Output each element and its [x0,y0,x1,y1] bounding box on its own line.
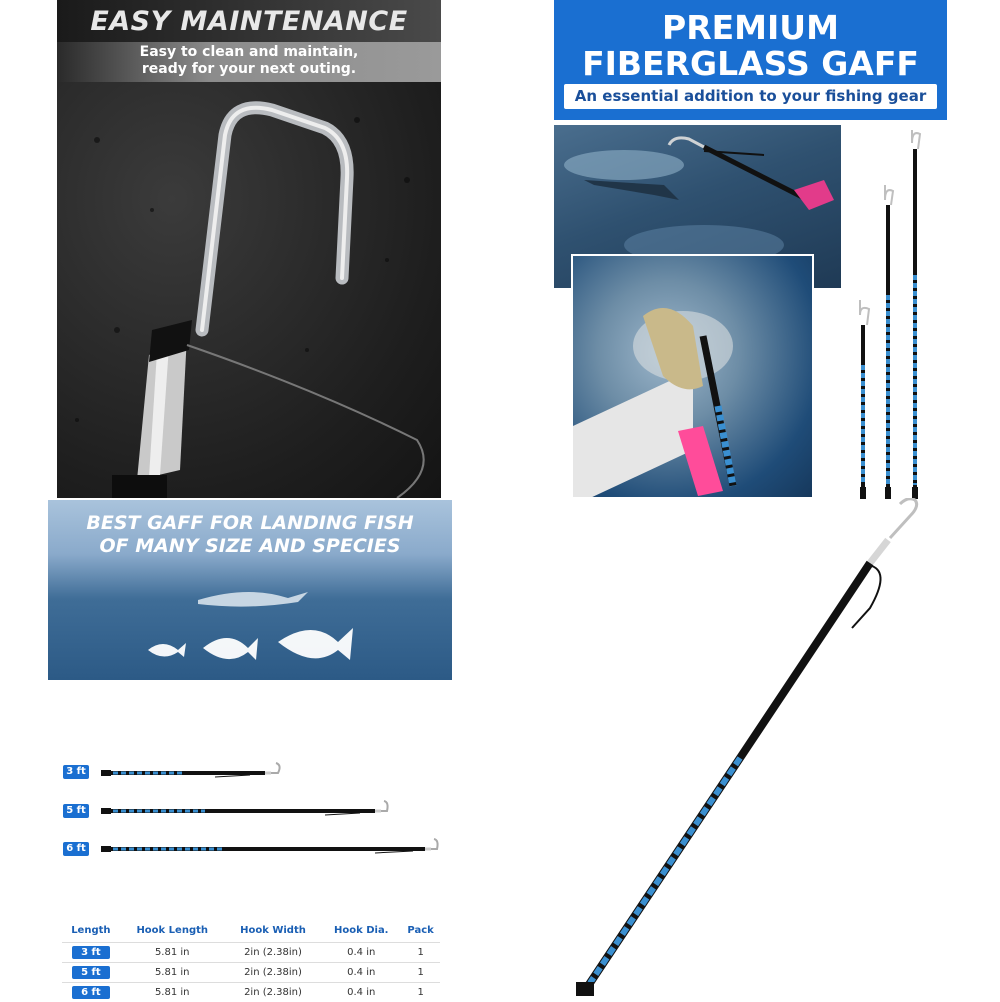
spec-header-hook-length: Hook Length [120,918,225,943]
gaff-hook-closeup-image [57,0,441,498]
hook-length-cell: 5.81 in [120,943,225,963]
maintenance-subtitle-line2: ready for your next outing. [57,61,441,78]
gaff-size-lineup-image [845,125,945,505]
hook-dia-cell: 0.4 in [321,963,401,983]
premium-fiberglass-gaff-banner [554,0,947,120]
premium-title-line2: FIBERGLASS GAFF [554,46,947,82]
size-badge-5ft: 5 ft [63,804,89,818]
length-badge: 6 ft [72,986,110,999]
landing-title-line1: BEST GAFF FOR LANDING FISH [48,512,452,535]
gaff-size-comparison-image [95,755,455,865]
spec-table-header-row [62,918,440,943]
table-row [62,963,440,983]
length-badge: 5 ft [72,966,110,979]
spec-header-length: Length [62,918,120,943]
hook-dia-cell: 0.4 in [321,983,401,1002]
table-row [62,983,440,1002]
tuna-landing-photo [571,254,814,499]
length-badge: 3 ft [72,946,110,959]
ocean-scene [48,500,452,680]
hook-length-cell: 5.81 in [120,963,225,983]
table-row [62,943,440,963]
hook-width-cell: 2in (2.38in) [225,943,322,963]
pack-cell: 1 [401,983,440,1002]
spec-header-hook-width: Hook Width [225,918,322,943]
hook-length-cell: 5.81 in [120,983,225,1002]
landing-fish-panel [48,500,452,680]
whale-tail-shape [198,592,308,607]
spec-table [62,918,440,1002]
premium-title-line1: PREMIUM [554,10,947,46]
fish-large-icon [278,628,353,660]
size-badge-3ft: 3 ft [63,765,89,779]
tuna-scene [573,256,814,499]
pack-cell: 1 [401,963,440,983]
maintenance-subtitle-line1: Easy to clean and maintain, [57,44,441,61]
fish-small-icon [148,643,186,657]
hook-dia-cell: 0.4 in [321,943,401,963]
length-cell [62,983,120,1002]
length-cell [62,943,120,963]
fish-medium-icon [203,638,258,660]
maintenance-title: EASY MAINTENANCE [57,6,441,37]
spec-header-hook-dia: Hook Dia. [321,918,401,943]
size-badge-6ft: 6 ft [63,842,89,856]
premium-title [554,10,947,82]
landing-title-line2: OF MANY SIZE AND SPECIES [48,535,452,558]
spec-header-pack: Pack [401,918,440,943]
length-cell [62,963,120,983]
pack-cell: 1 [401,943,440,963]
main-gaff-product-image [570,498,930,998]
hook-width-cell: 2in (2.38in) [225,983,322,1002]
premium-tagline: An essential addition to your fishing gear [564,84,937,109]
hook-width-cell: 2in (2.38in) [225,963,322,983]
easy-maintenance-panel [57,0,441,498]
